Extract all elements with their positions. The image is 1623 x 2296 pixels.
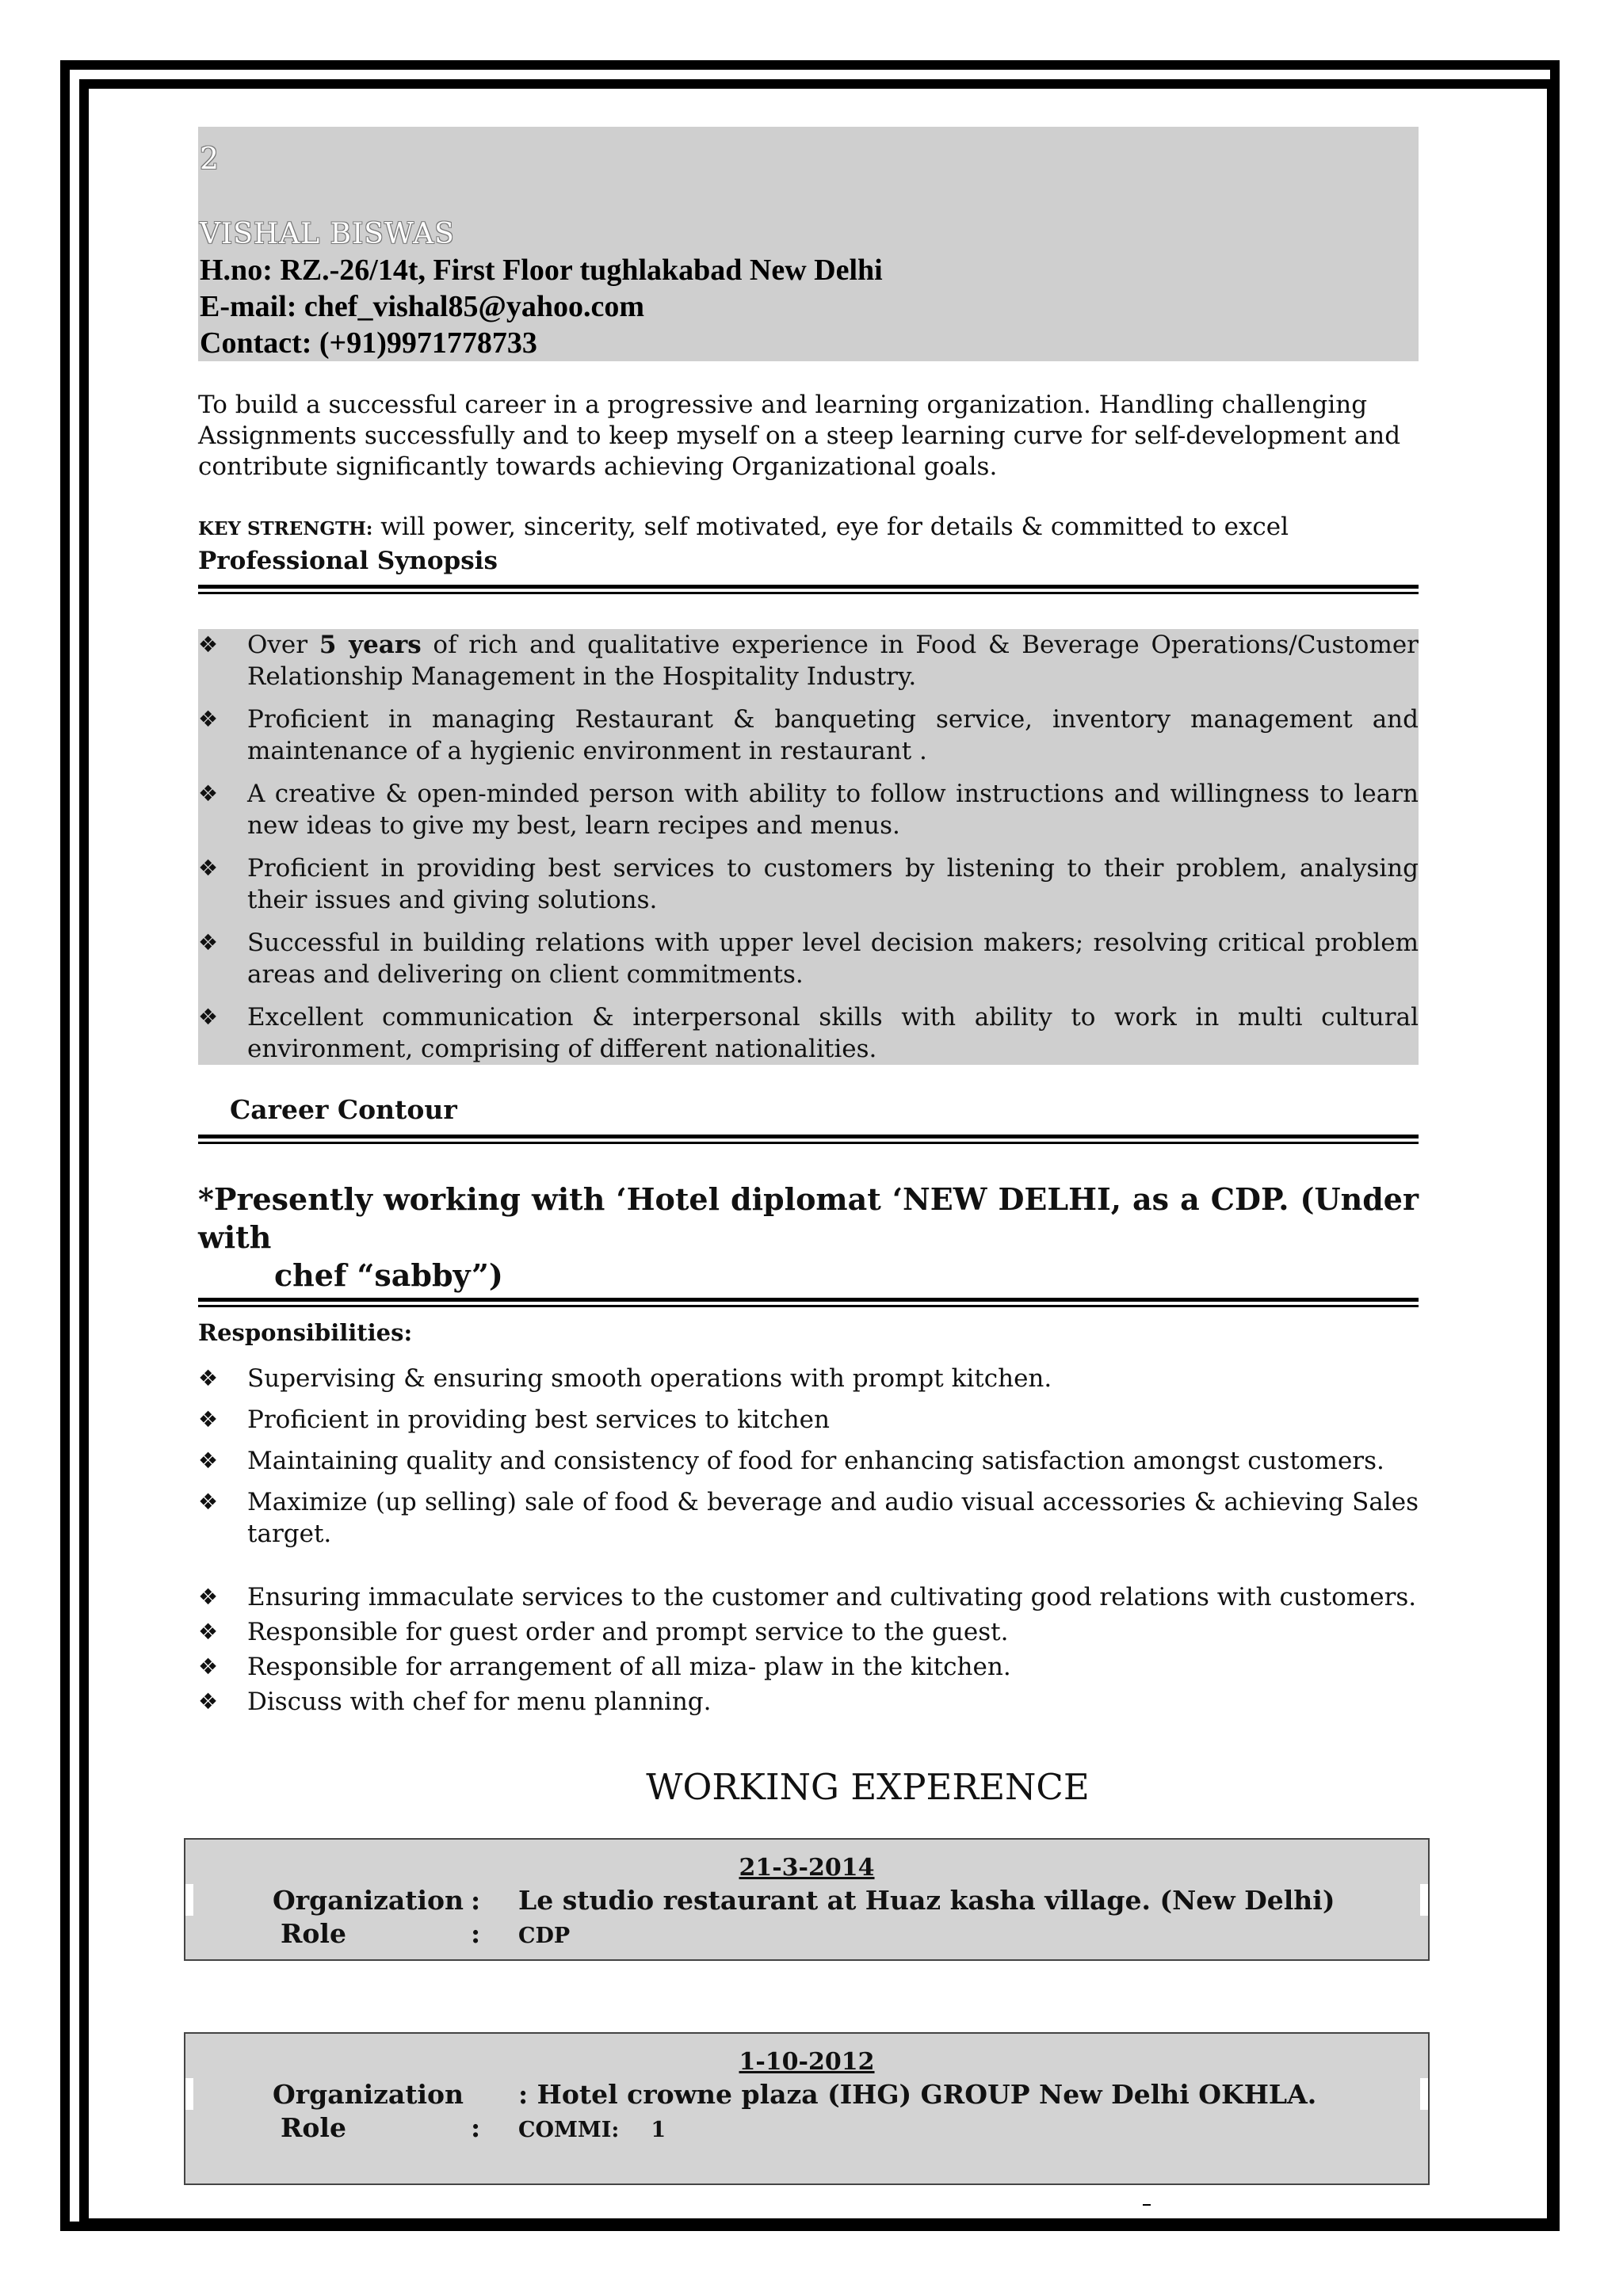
synopsis-text: Over: [247, 631, 319, 659]
responsibility-text: Responsible for arrangement of all miza- plaw in the kitchen.: [247, 1653, 1011, 1681]
role-value: [518, 2111, 1428, 2147]
responsibility-item: [198, 1486, 1419, 1550]
box-edge-mark: [1420, 2078, 1428, 2110]
responsibilities-list-2: [198, 1581, 1419, 1718]
key-strength: [198, 511, 1419, 545]
bullet-icon: ❖: [198, 780, 219, 807]
section-rule: [198, 1298, 1419, 1307]
experience-list: [198, 1838, 1419, 2185]
objective-text: To build a successful career in a progressive and learning organization. Handling challenging Assignments successfully and to keep myself on a steep learning curve for self-development and contribute significantly towards achieving Organizational goals.: [198, 391, 1401, 481]
responsibilities-heading: Responsibilities:: [198, 1319, 413, 1346]
synopsis-item: [198, 778, 1419, 841]
responsibility-item: [198, 1581, 1419, 1613]
organization-row: [185, 2078, 1428, 2111]
bullet-icon: ❖: [198, 1619, 219, 1645]
responsibility-item: [198, 1363, 1419, 1394]
role-level: 1: [651, 2118, 666, 2142]
responsibility-text: Maintaining quality and consistency of food for enhancing satisfaction amongst customers.: [247, 1447, 1384, 1475]
responsibility-text: Responsible for guest order and prompt service to the guest.: [247, 1618, 1009, 1646]
present-position-line1: *Presently working with ‘Hotel diplomat ‘NEW DELHI, as a CDP. (Under with: [198, 1181, 1419, 1255]
responsibility-item: [198, 1686, 1419, 1718]
present-position-line2: chef “sabby”): [274, 1257, 503, 1293]
bullet-icon: ❖: [198, 929, 219, 955]
organization-label: Organization: [273, 1885, 464, 1916]
experience-date: 1-10-2012: [739, 2048, 875, 2076]
responsibility-text: Supervising & ensuring smooth operations with prompt kitchen.: [247, 1364, 1052, 1393]
responsibility-item: [198, 1616, 1419, 1648]
synopsis-text: Successful in building relations with upper level decision makers; resolving critical problem areas and delivering on client commitments.: [247, 929, 1419, 989]
separator: :: [471, 1885, 481, 1916]
responsibilities-list: [198, 1363, 1419, 1550]
separator: [471, 2078, 518, 2111]
role-row: [185, 2111, 1428, 2147]
responsibility-text: Ensuring immaculate services to the customer and cultivating good relations with customers.: [247, 1583, 1417, 1611]
bullet-icon: ❖: [198, 1584, 219, 1610]
experience-entry: [184, 1838, 1430, 1961]
synopsis-item: [198, 704, 1419, 767]
organization-value: : Hotel crowne plaza (IHG) GROUP New Delhi OKHLA.: [518, 2079, 1317, 2110]
responsibility-text: Maximize (up selling) sale of food & beverage and audio visual accessories & achieving Sales target.: [247, 1488, 1419, 1548]
resume-content: [198, 127, 1419, 2185]
page-number: 2: [200, 141, 220, 176]
responsibility-item: [198, 1404, 1419, 1436]
synopsis-list: [198, 629, 1419, 1065]
synopsis-item: [198, 1001, 1419, 1065]
bullet-icon: ❖: [198, 1688, 219, 1714]
experience-date: 21-3-2014: [739, 1854, 875, 1882]
synopsis-text: A creative & open-minded person with ability to follow instructions and willingness to learn new ideas to give my best, learn recipes and menus.: [247, 780, 1419, 840]
responsibility-text: Discuss with chef for menu planning.: [247, 1688, 712, 1716]
synopsis-text: Proficient in providing best services to customers by listening to their problem, analysing their issues and giving solutions.: [247, 854, 1419, 914]
experience-entry: [184, 2032, 1430, 2185]
bullet-icon: ❖: [198, 706, 219, 732]
role-label: Role: [281, 1918, 346, 1949]
email: E-mail: chef_vishal85@yahoo.com: [200, 290, 644, 323]
separator: :: [471, 2112, 481, 2143]
bullet-icon: ❖: [198, 1406, 219, 1432]
box-edge-mark: [185, 1884, 193, 1916]
bullet-icon: ❖: [198, 1447, 219, 1474]
synopsis-item: [198, 927, 1419, 990]
role-row: [185, 1917, 1428, 1953]
synopsis-item: [198, 852, 1419, 916]
working-experience-heading: WORKING EXPERENCE: [646, 1766, 1090, 1808]
role-title: CDP: [518, 1924, 571, 1948]
responsibility-item: [198, 1651, 1419, 1683]
organization-value: Le studio restaurant at Huaz kasha village. (New Delhi): [518, 1885, 1335, 1916]
address: H.no: RZ.-26/14t, First Floor tughlakabad New Delhi: [200, 254, 883, 287]
key-strength-text: will power, sincerity, self motivated, eye for details & committed to excel: [372, 513, 1289, 541]
organization-label: Organization: [273, 2079, 464, 2110]
role-value: [518, 1917, 1428, 1953]
synopsis-text: Excellent communication & interpersonal skills with ability to work in multi cultural environment, comprising of different nationalities.: [247, 1003, 1419, 1063]
synopsis-text: of rich and qualitative experience in Food & Beverage Operations/Customer Relationship Management in the Hospitality Industry.: [247, 631, 1419, 691]
synopsis-heading: Professional Synopsis: [198, 547, 498, 575]
responsibility-item: [198, 1445, 1419, 1477]
role-label: Role: [281, 2112, 346, 2143]
synopsis-box: [198, 629, 1419, 1065]
bullet-icon: ❖: [198, 855, 219, 881]
box-edge-mark: [1420, 1884, 1428, 1916]
bullet-icon: ❖: [198, 1004, 219, 1030]
header-box: [198, 127, 1419, 361]
synopsis-item: [198, 629, 1419, 692]
key-strength-label: KEY STRENGTH:: [198, 518, 373, 540]
bullet-icon: ❖: [198, 1489, 219, 1515]
bullet-icon: ❖: [198, 1653, 219, 1680]
box-edge-mark: [185, 2078, 193, 2110]
bullet-icon: ❖: [198, 1365, 219, 1391]
synopsis-emphasis: 5 years: [319, 631, 422, 659]
career-heading: Career Contour: [230, 1094, 457, 1125]
responsibility-text: Proficient in providing best services to kitchen: [247, 1405, 830, 1434]
phone: Contact: (+91)9971778733: [200, 326, 537, 360]
candidate-name: VISHAL BISWAS: [200, 218, 455, 250]
bullet-icon: ❖: [198, 631, 219, 658]
footer-dash: [1143, 2204, 1151, 2206]
organization-row: [185, 1884, 1428, 1917]
separator: :: [471, 1918, 481, 1949]
synopsis-text: Proficient in managing Restaurant & banqueting service, inventory management and maintenance of a hygienic environment in restaurant .: [247, 705, 1419, 765]
section-rule: [198, 585, 1419, 594]
section-rule: [198, 1135, 1419, 1144]
role-title: COMMI:: [518, 2118, 620, 2142]
present-position: [198, 1180, 1419, 1295]
